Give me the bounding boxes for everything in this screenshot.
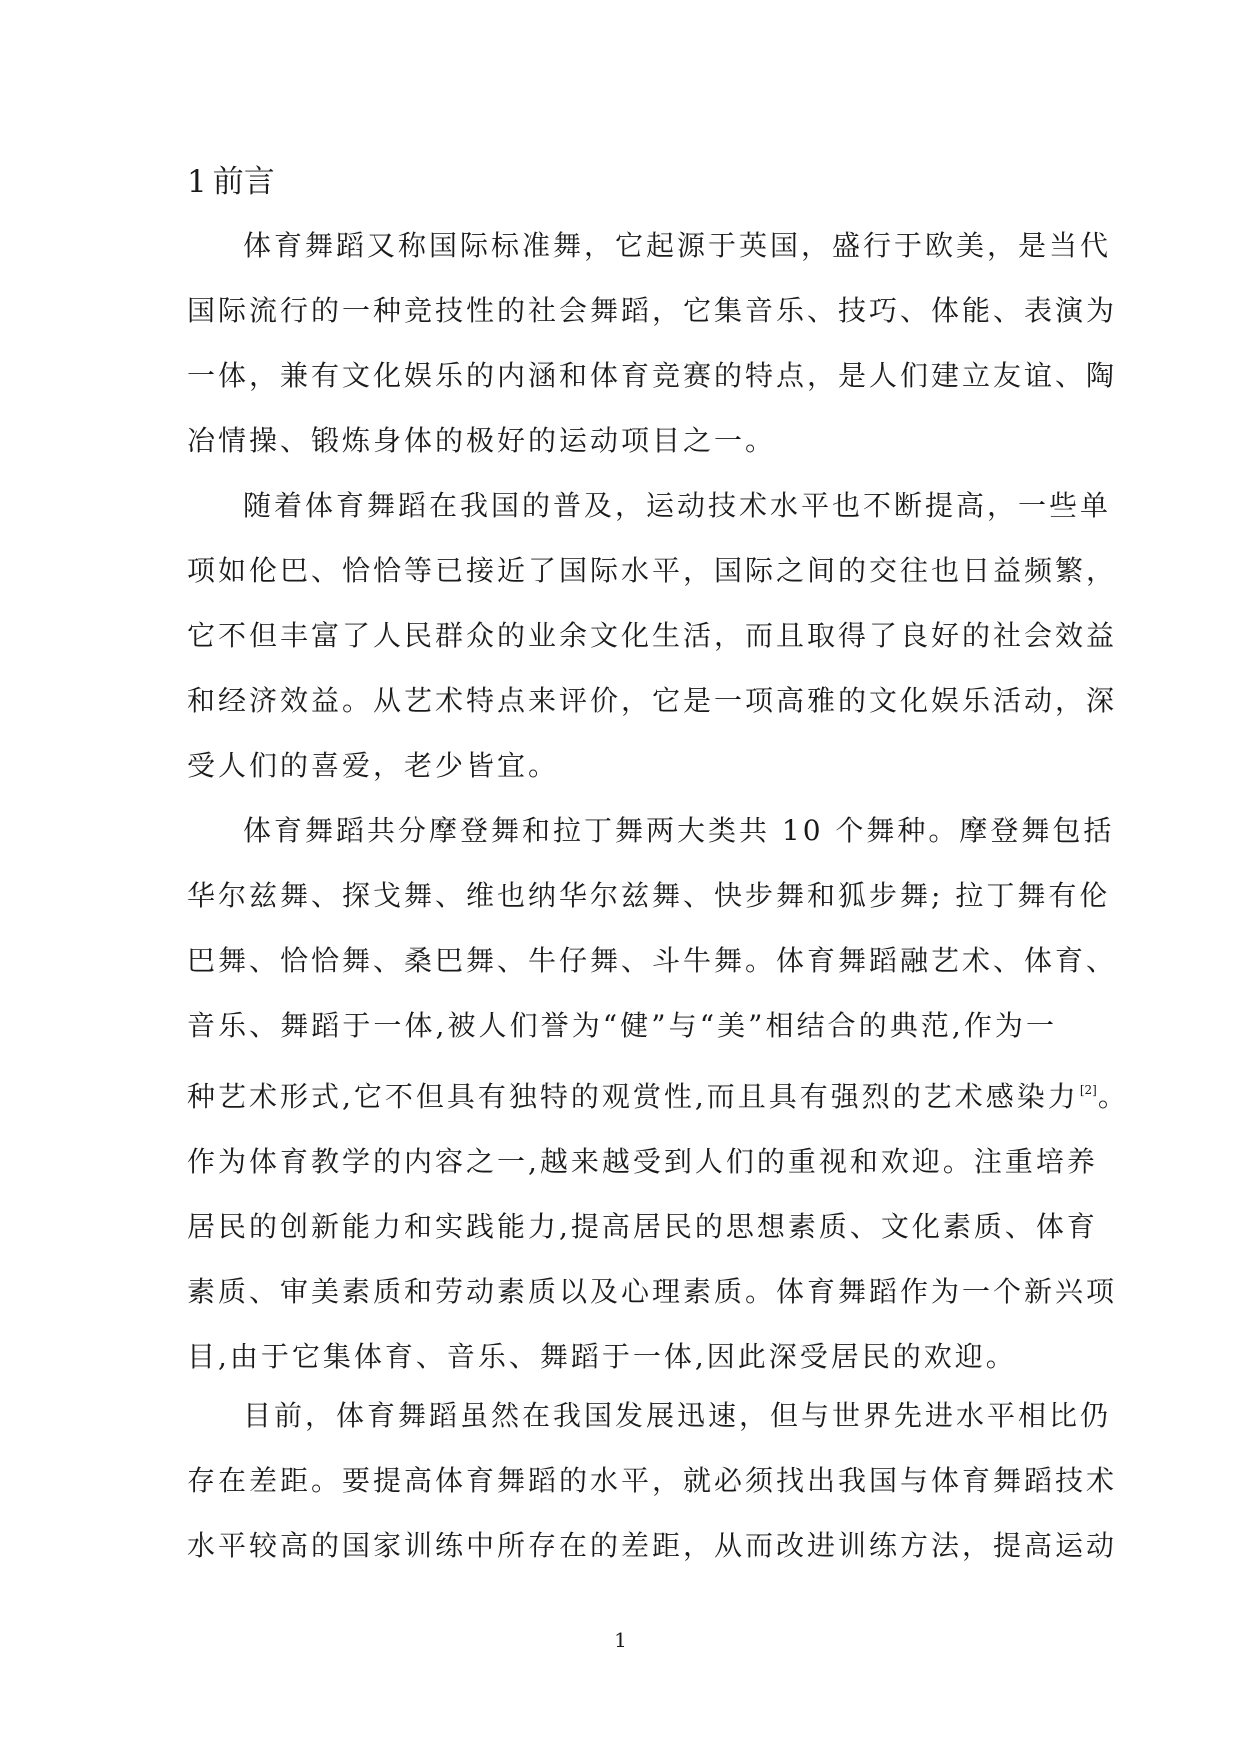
text-line: 受人们的喜爱，老少皆宜。 xyxy=(187,749,560,782)
text-line: 巴舞、恰恰舞、桑巴舞、牛仔舞、斗牛舞。体育舞蹈融艺术、体育、 xyxy=(187,944,1118,977)
paragraph-1 xyxy=(187,213,1118,473)
text-line: 一体，兼有文化娱乐的内涵和体育竞赛的特点，是人们建立友谊、陶 xyxy=(187,359,1118,392)
section-heading xyxy=(187,160,275,204)
text-line: 它不但丰富了人民群众的业余文化生活，而且取得了良好的社会效益 xyxy=(187,619,1118,652)
text-line: 音乐、舞蹈于一体,被人们誉为“健”与“美”相结合的典范,作为一 xyxy=(187,1009,1057,1042)
text-line: 作为体育教学的内容之一,越来越受到人们的重视和欢迎。注重培养 xyxy=(187,1145,1098,1178)
text-line: 国际流行的一种竞技性的社会舞蹈，它集音乐、技巧、体能、表演为 xyxy=(187,294,1118,327)
text-line: 随着体育舞蹈在我国的普及，运动技术水平也不断提高，一些单 xyxy=(243,489,1112,522)
citation-marker: [2] xyxy=(1079,1083,1097,1097)
text-segment: 种艺术形式,它不但具有独特的观赏性,而且具有强烈的艺术感染力 xyxy=(187,1080,1079,1113)
text-line: 项如伦巴、恰恰等已接近了国际水平，国际之间的交往也日益频繁， xyxy=(187,554,1118,587)
text-line: 体育舞蹈又称国际标准舞，它起源于英国，盛行于欧美，是当代 xyxy=(243,229,1112,262)
text-line: 目前，体育舞蹈虽然在我国发展迅速，但与世界先进水平相比仍 xyxy=(243,1399,1112,1432)
section-title: 前言 xyxy=(212,164,275,200)
text-line: 目,由于它集体育、音乐、舞蹈于一体,因此深受居民的欢迎。 xyxy=(187,1340,1017,1373)
text-line: 华尔兹舞、探戈舞、维也纳华尔兹舞、快步舞和狐步舞; 拉丁舞有伦 xyxy=(187,879,1111,912)
page-number: 1 xyxy=(614,1628,627,1652)
text-line: 素质、审美素质和劳动素质以及心理素质。体育舞蹈作为一个新兴项 xyxy=(187,1275,1118,1308)
text-line: 和经济效益。从艺术特点来评价，它是一项高雅的文化娱乐活动，深 xyxy=(187,684,1118,717)
sentence-end: 。 xyxy=(1097,1080,1129,1113)
section-number: 1 xyxy=(187,164,207,200)
paragraph-4 xyxy=(187,1383,1118,1578)
text-line: 存在差距。要提高体育舞蹈的水平，就必须找出我国与体育舞蹈技术 xyxy=(187,1464,1118,1497)
text-line: 体育舞蹈共分摩登舞和拉丁舞两大类共 10 个舞种。摩登舞包括 xyxy=(243,814,1115,847)
text-line-with-citation xyxy=(187,1058,1129,1129)
paragraph-2 xyxy=(187,473,1118,798)
text-line: 居民的创新能力和实践能力,提高居民的思想素质、文化素质、体育 xyxy=(187,1210,1098,1243)
text-line: 冶情操、锻炼身体的极好的运动项目之一。 xyxy=(187,424,777,457)
paragraph-3 xyxy=(187,798,1129,1389)
text-line: 水平较高的国家训练中所存在的差距，从而改进训练方法，提高运动 xyxy=(187,1529,1118,1562)
